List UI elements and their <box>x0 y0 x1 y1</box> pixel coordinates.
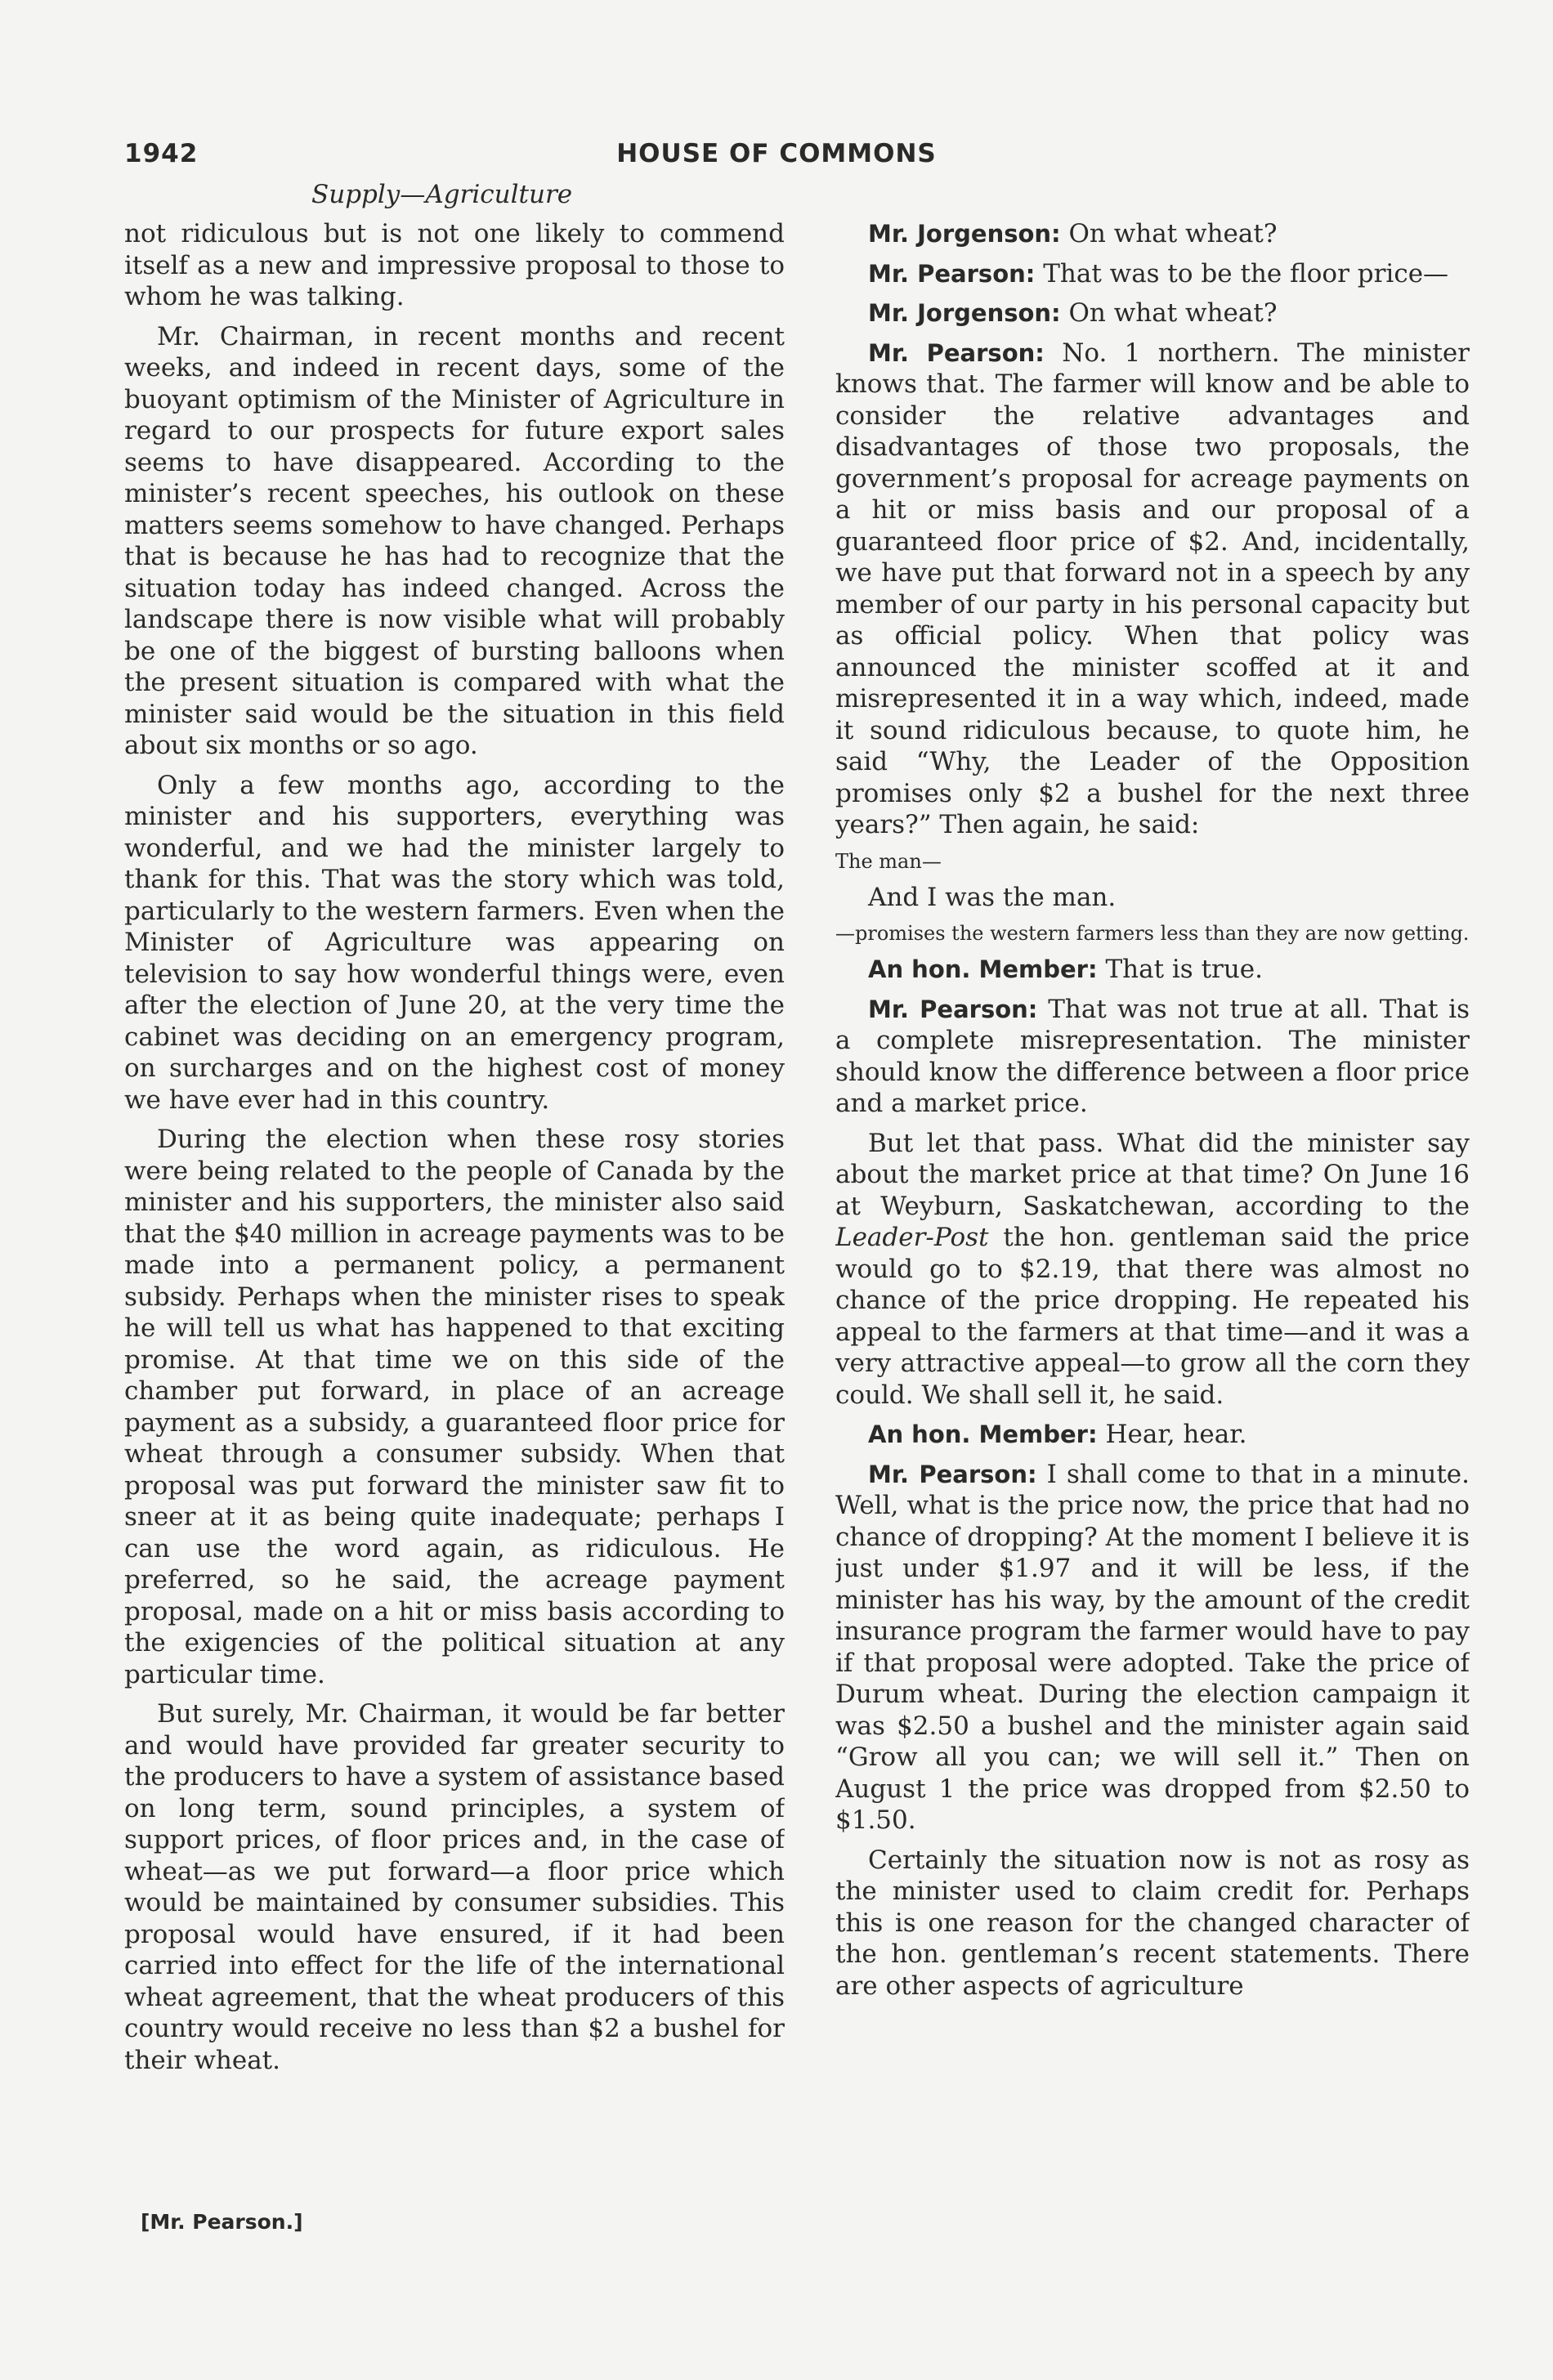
speech-text: Hear, hear. <box>1105 1420 1247 1449</box>
paragraph-text: the hon. gentleman said the price would go to $2.19, that there was almost no chance of the price dropping. He repeated his appeal to the farmers at that time—and it was a very attractive appeal—to grow all the corn they could. We shall sell it, he said. <box>835 1223 1470 1410</box>
speaker-name: Mr. Jorgenson: <box>868 299 1061 327</box>
speech-text: That was not true at all. That is a complete misrepresentation. The minister should know the difference between a floor price and a market price. <box>835 994 1470 1118</box>
paragraph: Only a few months ago, according to the minister and his supporters, everything was wonderful, and we had the minister largely to thank for this. That was the story which was told, particularly to the western farmers. Even when the Minister of Agriculture was appearing on television to say how wonderful things were, even after the election of June 20, at the very time the cabinet was deciding on an emergency program, on surcharges and on the highest cost of money we have ever had in this country. <box>124 770 785 1115</box>
speaker-name: Mr. Pearson: <box>868 338 1045 367</box>
speech <box>835 954 1470 986</box>
left-column <box>124 218 785 2204</box>
speech <box>835 1459 1470 1836</box>
newspaper-title: Leader-Post <box>835 1223 989 1252</box>
speaker-name: Mr. Pearson: <box>868 995 1038 1023</box>
paragraph: Mr. Chairman, in recent months and recent weeks, and indeed in recent days, some of the buoyant optimism of the Minister of Agriculture in regard to our prospects for future export sales seems to have disappeared. According to the minister’s recent speeches, his outlook on these matters seems somehow to have changed. Perhaps that is because he has had to recognize that the situation today has indeed changed. Across the landscape there is now visible what will probably be one of the biggest of bursting balloons when the present situation is compared with what the minister said would be the situation in this field about six months or so ago. <box>124 321 785 760</box>
speech <box>835 994 1470 1120</box>
speaker-name: Mr. Pearson: <box>868 259 1036 288</box>
speech-text: On what wheat? <box>1068 219 1278 248</box>
speaker-tag: [Mr. Pearson.] <box>141 2210 303 2234</box>
quotation: —promises the western farmers less than they are now getting. <box>835 922 1470 945</box>
paragraph: But surely, Mr. Chairman, it would be far better and would have provided far greater security to the producers to have a system of assistance based on long term, sound principles, a system of support prices, of floor prices and, in the case of wheat—as we put forward—a floor price which would be maintained by consumer subsidies. This proposal would have ensured, if it had been carried into effect for the life of the international wheat agreement, that the wheat producers of this country would receive no less than $2 a bushel for their wheat. <box>124 1699 785 2075</box>
speaker-name: An hon. Member: <box>868 955 1098 983</box>
speech-text: I shall come to that in a minute. Well, what is the price now, the price that had no chance of dropping? At the moment I believe it is just under $1.97 and it will be less, if the minister has his way, by the amount of the credit insurance program the farmer would have to pay if that proposal were adopted. Take the price of Durum wheat. During the election campaign it was $2.50 a bushel and the minister again said “Grow all you can; we will sell it.” Then on August 1 the price was dropped from $2.50 to $1.50. <box>835 1459 1470 1835</box>
speaker-name: An hon. Member: <box>868 1420 1098 1448</box>
speaker-name: Mr. Pearson: <box>868 1460 1037 1488</box>
speech-text: That is true. <box>1105 955 1264 984</box>
speech <box>835 218 1470 250</box>
paragraph: During the election when these rosy stories were being related to the people of Canada by the minister and his supporters, the minister also said that the $40 million in acreage payments was to be made into a permanent policy, a permanent subsidy. Perhaps when the minister rises to speak he will tell us what has happened to that exciting promise. At that time we on this side of the chamber put forward, in place of an acreage payment as a subsidy, a guaranteed floor price for wheat through a consumer subsidy. When that proposal was put forward the minister saw fit to sneer at it as being quite inadequate; perhaps I can use the word again, as ridiculous. He preferred, so he said, the acreage payment proposal, made on a hit or miss basis according to the exigencies of the political situation at any particular time. <box>124 1125 785 1689</box>
speech-text: No. 1 northern. The minister knows that. The farmer will know and be able to consider the relative advantages and disadvantages of those two proposals, the government’s proposal for acreage payments on a hit or miss basis and our proposal of a guaranteed floor price of $2. And, incidentally, we have put that forward not in a speech by any member of our party in his personal capacity but as official policy. When that policy was announced the minister scoffed at it and misrepresented it in a way which, indeed, made it sound ridiculous because, to quote him, he said “Why, the Leader of the Opposition promises only $2 a bushel for the next three years?” Then again, he said: <box>835 338 1470 839</box>
speech <box>835 298 1470 329</box>
section-label: Supply—Agriculture <box>311 180 573 209</box>
paragraph: Certainly the situation now is not as rosy as the minister used to claim credit for. Perhaps this is one reason for the changed character of the hon. gentleman’s recent statements. There are other aspects of agriculture <box>835 1845 1470 2001</box>
page-number: 1942 <box>124 139 199 168</box>
speech-text: That was to be the floor price— <box>1043 258 1449 289</box>
paragraph-text: But let that pass. What did the minister say about the market price at that time? On June 16 at Weyburn, Saskatchewan, according to the <box>835 1128 1470 1221</box>
speech <box>835 258 1470 290</box>
quotation: The man— <box>835 849 942 873</box>
paragraph: And I was the man. <box>868 882 1117 912</box>
right-column <box>835 218 1470 2204</box>
speech <box>835 1419 1470 1451</box>
paragraph <box>835 1128 1470 1411</box>
speech <box>835 338 1470 841</box>
paragraph: not ridiculous but is not one likely to commend itself as a new and impressive proposal to those to whom he was talking. <box>124 219 785 311</box>
speaker-name: Mr. Jorgenson: <box>868 220 1061 248</box>
speech-text: On what wheat? <box>1068 298 1278 328</box>
page-title: HOUSE OF COMMONS <box>616 139 937 168</box>
